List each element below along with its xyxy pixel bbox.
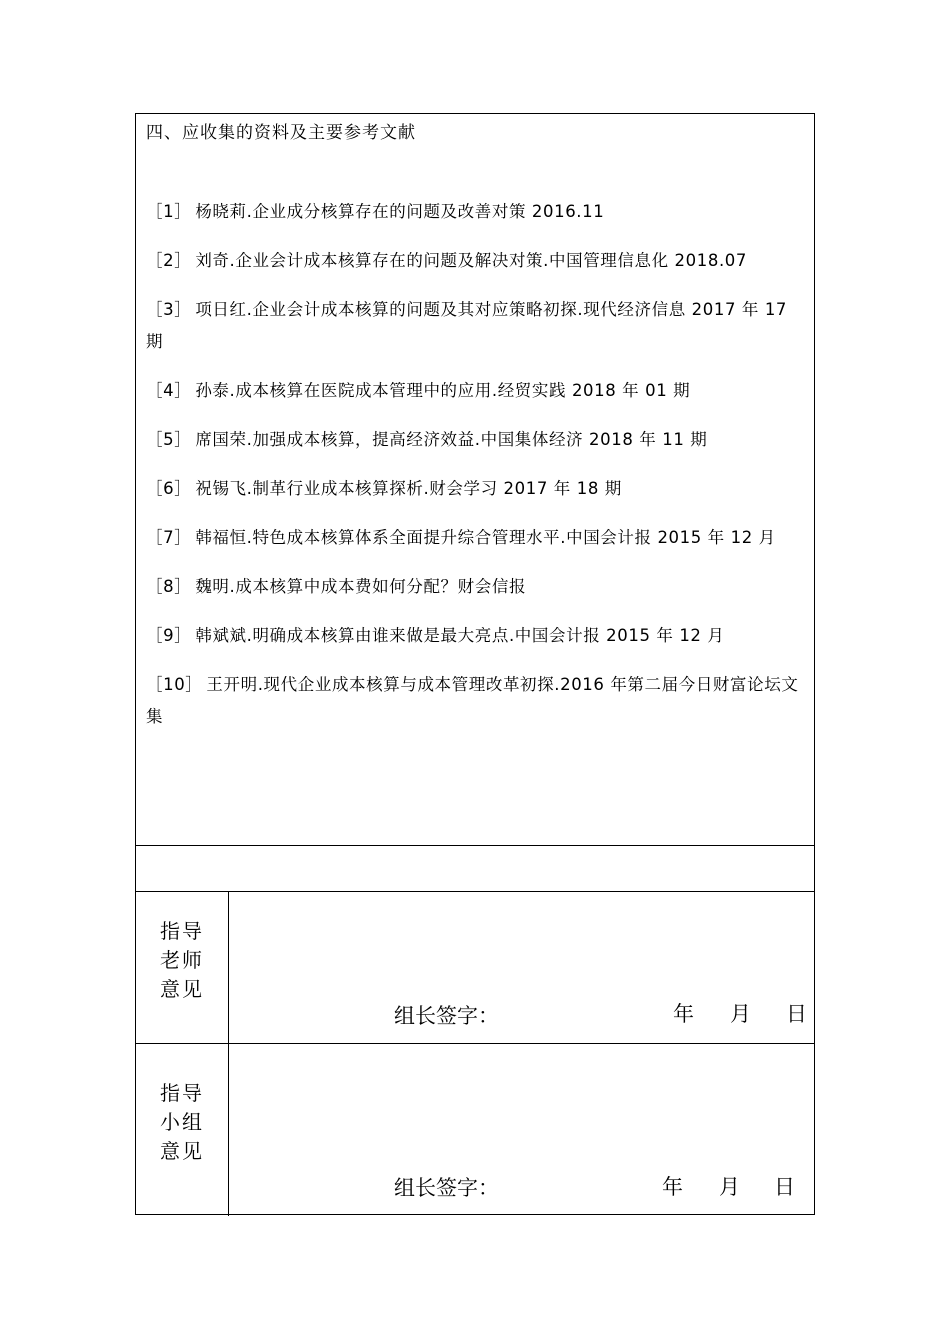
reference-text: 项日红.企业会计成本核算的问题及其对应策略初探.现代经济信息 2017 年 17 期 [146,300,788,351]
section-heading: 四、应收集的资料及主要参考文献 [146,123,416,143]
reference-item [146,196,808,228]
reference-text: 王开明.现代企业成本核算与成本管理改革初探.2016 年第二届今日财富论坛文集 [146,675,799,726]
reference-item [146,522,808,554]
advisor-signature-label: 组长签字： [394,1004,499,1028]
reference-number: ［2］ [146,251,192,270]
reference-item [146,620,808,652]
reference-text: 席国荣.加强成本核算，提高经济效益.中国集体经济 2018 年 11 期 [195,430,708,449]
reference-number: ［5］ [146,430,192,449]
group-month-label: 月 [719,1175,740,1199]
reference-item [146,571,808,603]
reference-text: 刘奇.企业会计成本核算存在的问题及解决对策.中国管理信息化 2018.07 [195,251,747,270]
reference-text: 韩福恒.特色成本核算体系全面提升综合管理水平.中国会计报 2015 年 12 月 [195,528,776,547]
reference-number: ［1］ [146,202,192,221]
reference-item [146,375,808,407]
advisor-year-label: 年 [673,1002,694,1026]
reference-item [146,245,808,277]
reference-text: 魏明.成本核算中成本费如何分配？财会信报 [195,577,527,596]
row-divider [136,845,814,846]
reference-item [146,294,808,358]
group-day-label: 日 [774,1175,795,1199]
reference-text: 韩斌斌.明确成本核算由谁来做是最大亮点.中国会计报 2015 年 12 月 [195,626,725,645]
reference-number: ［6］ [146,479,192,498]
label-line: 意见 [160,1139,204,1163]
group-opinion-label [136,1079,228,1166]
advisor-month-label: 月 [730,1002,751,1026]
reference-number: ［7］ [146,528,192,547]
reference-number: ［10］ [146,675,203,694]
form-table [135,113,815,1215]
reference-number: ［8］ [146,577,192,596]
advisor-day-label: 日 [786,1002,807,1026]
row-divider [136,891,814,892]
group-signature-label: 组长签字： [394,1176,499,1200]
label-line: 指导 [160,1081,204,1105]
label-line: 老师 [160,948,204,972]
reference-text: 祝锡飞.制革行业成本核算探析.财会学习 2017 年 18 期 [195,479,622,498]
label-line: 意见 [160,977,204,1001]
reference-number: ［4］ [146,381,192,400]
reference-text: 孙泰.成本核算在医院成本管理中的应用.经贸实践 2018 年 01 期 [195,381,691,400]
reference-list [146,196,808,750]
advisor-opinion-label [136,917,228,1004]
row-divider [136,1043,814,1044]
reference-item [146,669,808,733]
reference-item [146,424,808,456]
label-line: 小组 [160,1110,204,1134]
reference-number: ［9］ [146,626,192,645]
column-divider [228,891,229,1216]
reference-number: ［3］ [146,300,192,319]
reference-item [146,473,808,505]
label-line: 指导 [160,919,204,943]
group-year-label: 年 [662,1175,683,1199]
reference-text: 杨晓莉.企业成分核算存在的问题及改善对策 2016.11 [195,202,605,221]
